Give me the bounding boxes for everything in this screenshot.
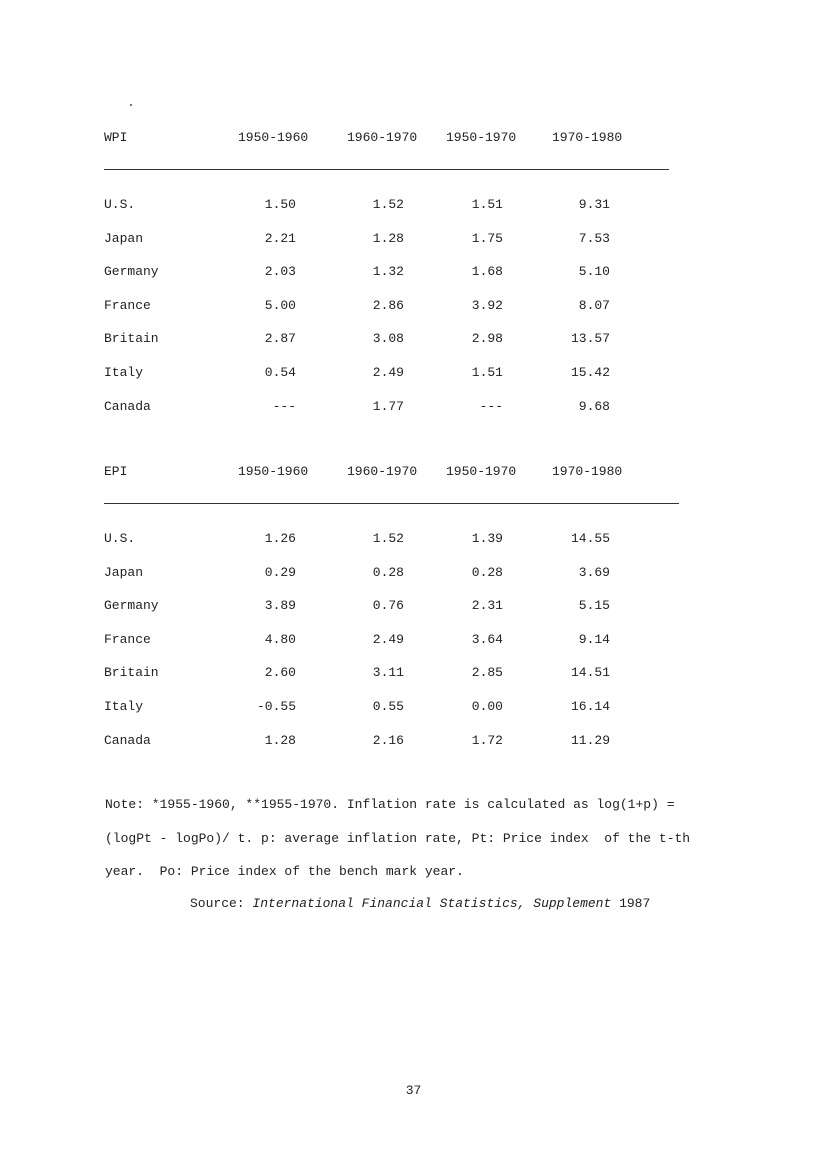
footnote-line-1: Note: *1955-1960, **1955-1970. Inflation rate is calculated as log(1+p) =	[105, 797, 675, 812]
value-cell: 0.28	[372, 564, 404, 580]
wpi-col-1970-1980: 1970-1980	[552, 130, 623, 145]
scan-speck	[130, 104, 132, 106]
table-row	[104, 264, 679, 298]
value-cell: 7.53	[578, 230, 610, 246]
value-cell: 1.32	[372, 264, 404, 280]
footnote-line-2: (logPt - logPo)/ t. p: average inflation rate, Pt: Price index of the t-th	[105, 830, 691, 846]
country-name: Britain	[104, 665, 159, 681]
value-cell: 1.68	[471, 264, 503, 280]
country-name: Japan	[104, 230, 144, 246]
value-cell: 2.87	[264, 331, 296, 347]
footnote	[105, 788, 735, 889]
table-row	[104, 699, 679, 733]
country-name: Germany	[104, 264, 159, 280]
value-cell: 0.76	[372, 598, 404, 614]
epi-label: EPI	[104, 464, 128, 479]
value-cell: 8.07	[578, 297, 610, 313]
value-cell: 0.28	[471, 564, 503, 580]
value-cell: -0.55	[256, 698, 296, 714]
value-cell: 3.11	[372, 665, 404, 681]
wpi-label: WPI	[104, 130, 128, 145]
value-cell: 1.52	[372, 531, 404, 546]
table-row	[104, 565, 679, 599]
value-cell: 1.50	[264, 197, 296, 212]
table-row	[104, 733, 679, 767]
value-cell: 3.89	[264, 598, 296, 614]
country-name: U.S.	[104, 531, 136, 546]
value-cell: 1.51	[471, 364, 503, 380]
value-cell: 1.72	[471, 732, 503, 748]
table-row	[104, 531, 679, 565]
value-cell: 9.68	[578, 398, 610, 414]
wpi-header-row	[104, 130, 679, 150]
wpi-col-1950-1960: 1950-1960	[238, 130, 309, 145]
value-cell: 2.03	[264, 264, 296, 280]
value-cell: 9.31	[578, 197, 610, 212]
value-cell: 3.69	[578, 564, 610, 580]
wpi-header-rule	[104, 169, 669, 170]
table-row	[104, 399, 679, 433]
epi-header-row	[104, 464, 679, 484]
value-cell: 2.21	[264, 230, 296, 246]
epi-col-1950-1970: 1950-1970	[446, 464, 517, 479]
value-cell: 2.98	[471, 331, 503, 347]
table-row	[104, 231, 679, 265]
value-cell: ---	[272, 398, 296, 414]
epi-body	[104, 531, 679, 766]
value-cell: 1.52	[372, 197, 404, 212]
value-cell: 9.14	[578, 631, 610, 647]
value-cell: 13.57	[570, 331, 610, 347]
value-cell: 2.85	[471, 665, 503, 681]
epi-header-rule	[104, 503, 679, 504]
value-cell: 0.54	[264, 364, 296, 380]
value-cell: 1.28	[372, 230, 404, 246]
table-row	[104, 365, 679, 399]
value-cell: 1.51	[471, 197, 503, 212]
country-name: Japan	[104, 564, 144, 580]
source-title: International Financial Statistics, Supplement	[252, 896, 612, 911]
value-cell: 14.55	[570, 531, 610, 546]
value-cell: 2.86	[372, 297, 404, 313]
value-cell: 0.55	[372, 698, 404, 714]
source-line	[190, 896, 650, 911]
wpi-table	[104, 130, 679, 414]
source-year: 1987	[611, 896, 651, 911]
value-cell: 2.49	[372, 631, 404, 647]
table-row	[104, 298, 679, 332]
value-cell: 2.31	[471, 598, 503, 614]
value-cell: 1.26	[264, 531, 296, 546]
value-cell: 14.51	[570, 665, 610, 681]
country-name: U.S.	[104, 197, 136, 212]
value-cell: 1.77	[372, 398, 404, 414]
table-row	[104, 632, 679, 666]
footnote-line-3: year. Po: Price index of the bench mark year.	[105, 864, 464, 880]
country-name: Canada	[104, 398, 151, 414]
epi-col-1970-1980: 1970-1980	[552, 464, 623, 479]
wpi-col-1960-1970: 1960-1970	[347, 130, 418, 145]
country-name: France	[104, 631, 151, 647]
source-prefix: Source:	[190, 896, 253, 911]
value-cell: 1.39	[471, 531, 503, 546]
country-name: France	[104, 297, 151, 313]
value-cell: 2.16	[372, 732, 404, 748]
value-cell: 5.00	[264, 297, 296, 313]
country-name: Germany	[104, 598, 159, 614]
value-cell: 0.00	[471, 698, 503, 714]
value-cell: ---	[479, 398, 503, 414]
table-row	[104, 598, 679, 632]
value-cell: 3.92	[471, 297, 503, 313]
value-cell: 5.15	[578, 598, 610, 614]
value-cell: 2.60	[264, 665, 296, 681]
value-cell: 1.28	[264, 732, 296, 748]
country-name: Canada	[104, 732, 151, 748]
country-name: Britain	[104, 331, 159, 347]
value-cell: 4.80	[264, 631, 296, 647]
table-row	[104, 331, 679, 365]
epi-table	[104, 464, 679, 748]
epi-col-1960-1970: 1960-1970	[347, 464, 418, 479]
wpi-col-1950-1970: 1950-1970	[446, 130, 517, 145]
value-cell: 11.29	[570, 732, 610, 748]
value-cell: 2.49	[372, 364, 404, 380]
value-cell: 0.29	[264, 564, 296, 580]
table-row	[104, 665, 679, 699]
value-cell: 1.75	[471, 230, 503, 246]
value-cell: 3.08	[372, 331, 404, 347]
page-number: 37	[405, 1083, 422, 1098]
value-cell: 5.10	[578, 264, 610, 280]
value-cell: 3.64	[471, 631, 503, 647]
epi-col-1950-1960: 1950-1960	[238, 464, 309, 479]
country-name: Italy	[104, 698, 144, 714]
wpi-body	[104, 197, 679, 432]
table-row	[104, 197, 679, 231]
value-cell: 15.42	[570, 364, 610, 380]
country-name: Italy	[104, 364, 144, 380]
value-cell: 16.14	[570, 698, 610, 714]
